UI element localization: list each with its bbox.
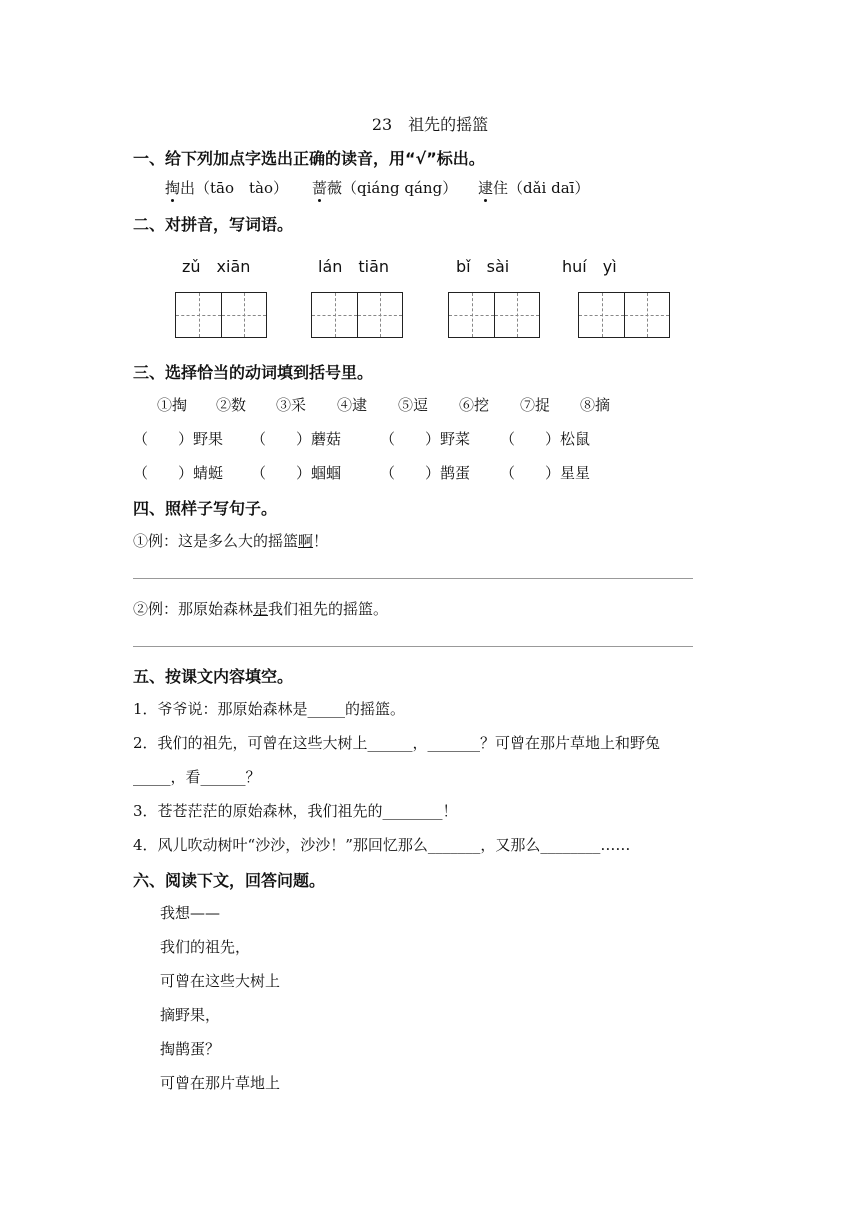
dotted-char: 蔷 (312, 179, 328, 197)
fill-blank-item[interactable]: （ ）野果 (133, 430, 224, 448)
underlined-word: 是 (253, 600, 269, 618)
fill-blank-item[interactable]: （ ）松鼠 (500, 430, 591, 448)
section-1-heading: 一、给下列加点字选出正确的读音，用“√”标出。 (133, 149, 485, 168)
fill-line: 3．苍苍茫茫的原始森林，我们祖先的________！ (133, 802, 458, 820)
poem-line: 摘野果， (160, 1006, 221, 1024)
example-sentence-2 (133, 598, 388, 619)
writing-grid[interactable] (175, 292, 267, 338)
pinyin-label: huí yì (562, 257, 617, 276)
poem-line: 掏鹊蛋？ (160, 1040, 221, 1058)
pinyin-label: bǐ sài (456, 257, 510, 276)
verb-option: ⑧摘 (580, 396, 611, 414)
fill-blank-item[interactable]: （ ）蜻蜓 (133, 464, 224, 482)
fill-blank-item[interactable]: （ ）野菜 (380, 430, 471, 448)
fill-blank-item[interactable]: （ ）鹊蛋 (380, 464, 471, 482)
verb-option: ④逮 (337, 396, 368, 414)
pronunciation-options: 薇（qiáng qáng） (327, 179, 458, 197)
page-title: 23 祖先的摇篮 (371, 115, 489, 134)
verb-option: ⑤逗 (398, 396, 429, 414)
pinyin-label: lán tiān (318, 257, 390, 276)
pronunciation-item (312, 177, 457, 198)
example-text: ！ (313, 532, 329, 550)
pronunciation-options: 住（dǎi daī） (493, 179, 590, 197)
verb-option: ②数 (216, 396, 247, 414)
example-text: 我们祖先的摇篮。 (268, 600, 389, 618)
verb-option: ①掏 (157, 396, 188, 414)
fill-line: 1．爷爷说：那原始森林是_____的摇篮。 (133, 700, 406, 718)
section-4-heading: 四、照样子写句子。 (133, 499, 278, 518)
verb-option: ⑦捉 (520, 396, 551, 414)
underlined-word: 啊 (298, 532, 314, 550)
example-sentence-1 (133, 530, 328, 551)
poem-line: 可曾在这些大树上 (160, 972, 281, 990)
pronunciation-item (478, 177, 589, 198)
fill-line: 4．风儿吹动树叶“沙沙，沙沙！”那回忆那么_______，又那么________…… (133, 836, 631, 854)
poem-line: 可曾在那片草地上 (160, 1074, 281, 1092)
example-text: ①例：这是多么大的摇篮 (133, 532, 299, 550)
pronunciation-options: 出（tāo tào） (180, 179, 289, 197)
verb-option: ⑥挖 (459, 396, 490, 414)
pinyin-label: zǔ xiān (182, 257, 251, 276)
answer-line[interactable] (133, 578, 693, 579)
verb-option: ③采 (276, 396, 307, 414)
writing-grid[interactable] (448, 292, 540, 338)
section-3-heading: 三、选择恰当的动词填到括号里。 (133, 363, 374, 382)
fill-blank-item[interactable]: （ ）星星 (500, 464, 591, 482)
poem-line: 我想—— (160, 904, 221, 922)
fill-line: _____，看______？ (133, 768, 261, 786)
fill-line: 2．我们的祖先，可曾在这些大树上______，_______？可曾在那片草地上和野兔 (133, 734, 661, 752)
dotted-char: 掏 (165, 179, 181, 197)
section-6-heading: 六、阅读下文，回答问题。 (133, 871, 326, 890)
dotted-char: 逮 (478, 179, 494, 197)
section-2-heading: 二、对拼音，写词语。 (133, 215, 294, 234)
poem-line: 我们的祖先， (160, 938, 251, 956)
pronunciation-item (165, 177, 288, 198)
writing-grid[interactable] (578, 292, 670, 338)
example-text: ②例：那原始森林 (133, 600, 254, 618)
section-5-heading: 五、按课文内容填空。 (133, 667, 294, 686)
fill-blank-item[interactable]: （ ）蘑菇 (251, 430, 342, 448)
answer-line[interactable] (133, 646, 693, 647)
fill-blank-item[interactable]: （ ）蝈蝈 (251, 464, 342, 482)
writing-grid[interactable] (311, 292, 403, 338)
